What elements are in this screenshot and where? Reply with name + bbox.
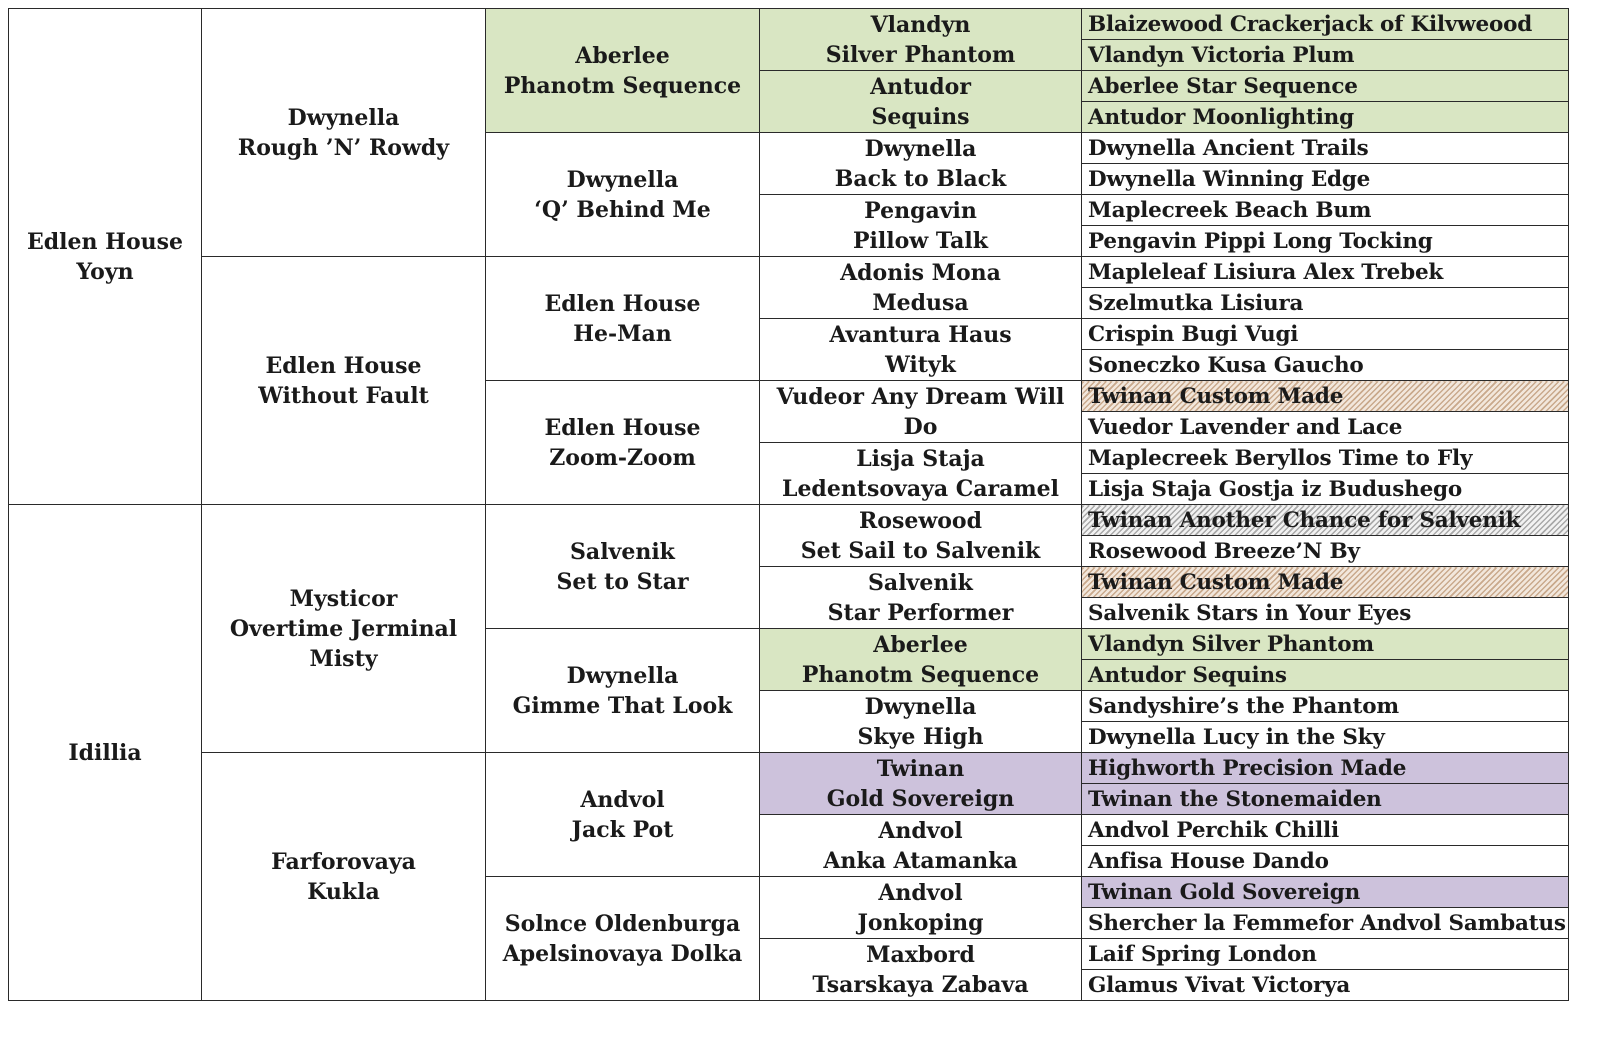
generation5-ancestor: Shercher la Femmefor Andvol Sambatus — [1082, 908, 1569, 939]
generation3-ancestor: Aberlee Phanotm Sequence — [486, 9, 760, 133]
generation4-ancestor: Maxbord Tsarskaya Zabava — [760, 939, 1082, 1001]
generation2-ancestor: Edlen House Without Fault — [202, 257, 486, 505]
generation5-ancestor: Twinan Custom Made — [1082, 381, 1569, 412]
generation2-ancestor: Dwynella Rough ’N’ Rowdy — [202, 9, 486, 257]
generation3-ancestor: Andvol Jack Pot — [486, 753, 760, 877]
generation3-ancestor: Edlen House He-Man — [486, 257, 760, 381]
generation4-ancestor: Andvol Jonkoping — [760, 877, 1082, 939]
generation5-ancestor: Maplecreek Beach Bum — [1082, 195, 1569, 226]
generation5-ancestor: Antudor Sequins — [1082, 660, 1569, 691]
generation4-ancestor: Rosewood Set Sail to Salvenik — [760, 505, 1082, 567]
generation5-ancestor: Sandyshire’s the Phantom — [1082, 691, 1569, 722]
generation5-ancestor: Pengavin Pippi Long Tocking — [1082, 226, 1569, 257]
pedigree-row — [9, 753, 1569, 784]
generation5-ancestor: Blaizewood Crackerjack of Kilvweood — [1082, 9, 1569, 40]
generation4-ancestor: Vudeor Any Dream Will Do — [760, 381, 1082, 443]
generation5-ancestor: Dwynella Lucy in the Sky — [1082, 722, 1569, 753]
generation5-ancestor: Crispin Bugi Vugi — [1082, 319, 1569, 350]
generation4-ancestor: Dwynella Skye High — [760, 691, 1082, 753]
generation5-ancestor: Aberlee Star Sequence — [1082, 71, 1569, 102]
generation5-ancestor: Rosewood Breeze’N By — [1082, 536, 1569, 567]
generation3-ancestor: Salvenik Set to Star — [486, 505, 760, 629]
pedigree-row — [9, 505, 1569, 536]
generation5-ancestor: Andvol Perchik Chilli — [1082, 815, 1569, 846]
generation5-ancestor: Laif Spring London — [1082, 939, 1569, 970]
generation1-sire: Edlen House Yoyn — [9, 9, 202, 505]
generation4-ancestor: Salvenik Star Performer — [760, 567, 1082, 629]
generation3-ancestor: Edlen House Zoom-Zoom — [486, 381, 760, 505]
pedigree-table — [8, 8, 1569, 1001]
generation2-ancestor: Mysticor Overtime Jerminal Misty — [202, 505, 486, 753]
generation5-ancestor: Glamus Vivat Victorya — [1082, 970, 1569, 1001]
generation4-ancestor: Avantura Haus Wityk — [760, 319, 1082, 381]
generation5-ancestor: Mapleleaf Lisiura Alex Trebek — [1082, 257, 1569, 288]
generation4-ancestor: Antudor Sequins — [760, 71, 1082, 133]
generation5-ancestor: Twinan Another Chance for Salvenik — [1082, 505, 1569, 536]
generation3-ancestor: Solnce Oldenburga Apelsinovaya Dolka — [486, 877, 760, 1001]
generation5-ancestor: Vlandyn Victoria Plum — [1082, 40, 1569, 71]
generation5-ancestor: Dwynella Winning Edge — [1082, 164, 1569, 195]
generation5-ancestor: Dwynella Ancient Trails — [1082, 133, 1569, 164]
generation4-ancestor: Aberlee Phanotm Sequence — [760, 629, 1082, 691]
generation5-ancestor: Salvenik Stars in Your Eyes — [1082, 598, 1569, 629]
generation5-ancestor: Maplecreek Beryllos Time to Fly — [1082, 443, 1569, 474]
generation2-ancestor: Farforovaya Kukla — [202, 753, 486, 1001]
generation5-ancestor: Vuedor Lavender and Lace — [1082, 412, 1569, 443]
generation5-ancestor: Anfisa House Dando — [1082, 846, 1569, 877]
generation5-ancestor: Antudor Moonlighting — [1082, 102, 1569, 133]
generation4-ancestor: Lisja Staja Ledentsovaya Caramel — [760, 443, 1082, 505]
generation5-ancestor: Highworth Precision Made — [1082, 753, 1569, 784]
generation3-ancestor: Dwynella Gimme That Look — [486, 629, 760, 753]
generation5-ancestor: Vlandyn Silver Phantom — [1082, 629, 1569, 660]
generation5-ancestor: Soneczko Kusa Gaucho — [1082, 350, 1569, 381]
generation4-ancestor: Twinan Gold Sovereign — [760, 753, 1082, 815]
generation1-dam: Idillia — [9, 505, 202, 1001]
generation5-ancestor: Szelmutka Lisiura — [1082, 288, 1569, 319]
generation3-ancestor: Dwynella ‘Q’ Behind Me — [486, 133, 760, 257]
generation4-ancestor: Pengavin Pillow Talk — [760, 195, 1082, 257]
generation4-ancestor: Vlandyn Silver Phantom — [760, 9, 1082, 71]
generation4-ancestor: Andvol Anka Atamanka — [760, 815, 1082, 877]
generation4-ancestor: Dwynella Back to Black — [760, 133, 1082, 195]
pedigree-row — [9, 9, 1569, 40]
generation5-ancestor: Twinan the Stonemaiden — [1082, 784, 1569, 815]
pedigree-body — [9, 9, 1569, 1001]
pedigree-row — [9, 257, 1569, 288]
generation4-ancestor: Adonis Mona Medusa — [760, 257, 1082, 319]
generation5-ancestor: Lisja Staja Gostja iz Budushego — [1082, 474, 1569, 505]
generation5-ancestor: Twinan Custom Made — [1082, 567, 1569, 598]
generation5-ancestor: Twinan Gold Sovereign — [1082, 877, 1569, 908]
